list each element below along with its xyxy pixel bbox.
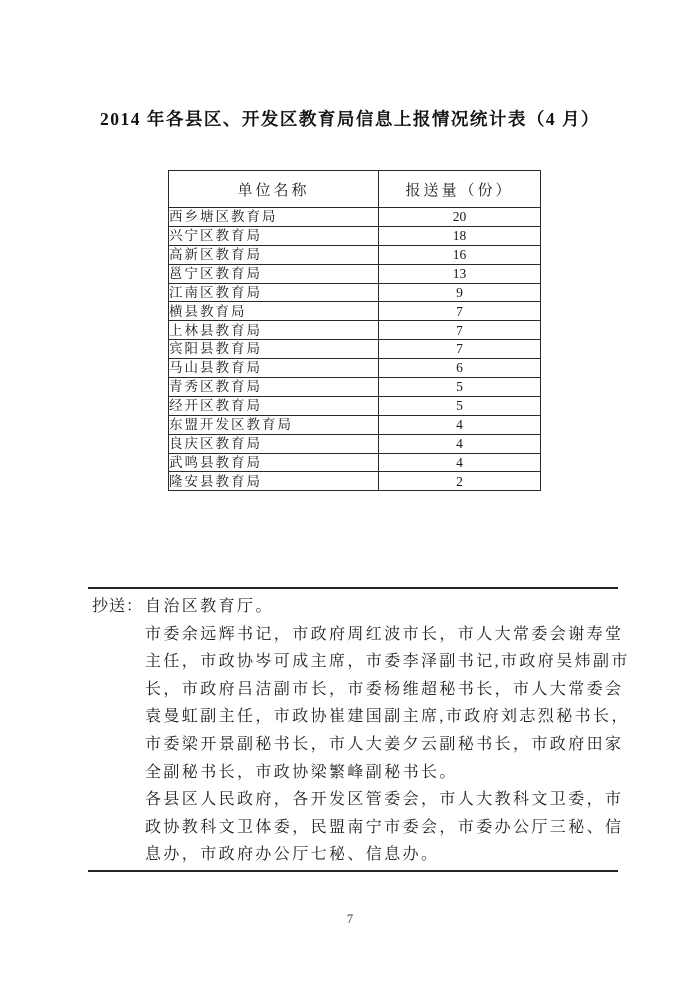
cc-section bbox=[92, 593, 630, 869]
document-title: 2014 年各县区、开发区教育局信息上报情况统计表（4 月） bbox=[100, 109, 600, 129]
cc-line: 全副秘书长，市政协梁繁峰副秘书长。 bbox=[145, 763, 458, 781]
unit-name-cell: 西乡塘区教育局 bbox=[169, 208, 379, 227]
submission-count-cell: 7 bbox=[379, 321, 541, 340]
table-body bbox=[169, 208, 541, 491]
submission-count-cell: 18 bbox=[379, 226, 541, 245]
unit-name-cell: 马山县教育局 bbox=[169, 359, 379, 378]
unit-name-cell: 邕宁区教育局 bbox=[169, 264, 379, 283]
unit-name-cell: 上林县教育局 bbox=[169, 321, 379, 340]
table-row bbox=[169, 434, 541, 453]
cc-body bbox=[145, 593, 630, 869]
submission-count-cell: 4 bbox=[379, 415, 541, 434]
table-row bbox=[169, 264, 541, 283]
unit-name-cell: 隆安县教育局 bbox=[169, 472, 379, 491]
cc-line: 自治区教育厅。 bbox=[145, 598, 274, 615]
unit-name-cell: 宾阳县教育局 bbox=[169, 340, 379, 359]
column-header-submission-count: 报送量（份） bbox=[379, 171, 541, 208]
table-row bbox=[169, 472, 541, 491]
submission-count-cell: 20 bbox=[379, 208, 541, 227]
table-row bbox=[169, 396, 541, 415]
cc-line: 各县区人民政府，各开发区管委会，市人大教科文卫委，市 bbox=[145, 791, 624, 809]
submission-count-cell: 7 bbox=[379, 302, 541, 321]
cc-bottom-divider bbox=[88, 870, 618, 872]
table-row bbox=[169, 340, 541, 359]
table-row bbox=[169, 359, 541, 378]
cc-line: 政协教科文卫体委，民盟南宁市委会，市委办公厅三秘、信 bbox=[145, 818, 624, 836]
unit-name-cell: 江南区教育局 bbox=[169, 283, 379, 302]
submission-count-cell: 2 bbox=[379, 472, 541, 491]
submission-count-cell: 4 bbox=[379, 453, 541, 472]
unit-name-cell: 良庆区教育局 bbox=[169, 434, 379, 453]
cc-line: 袁曼虹副主任，市政协崔建国副主席,市政府刘志烈秘书长， bbox=[145, 708, 630, 726]
unit-name-cell: 青秀区教育局 bbox=[169, 378, 379, 397]
cc-line: 息办，市政府办公厅七秘、信息办。 bbox=[145, 846, 440, 864]
table-row bbox=[169, 453, 541, 472]
submission-count-cell: 4 bbox=[379, 434, 541, 453]
cc-label: 抄送： bbox=[92, 598, 144, 615]
submission-count-cell: 6 bbox=[379, 359, 541, 378]
unit-name-cell: 横县教育局 bbox=[169, 302, 379, 321]
unit-name-cell: 高新区教育局 bbox=[169, 245, 379, 264]
submission-count-cell: 5 bbox=[379, 378, 541, 397]
submission-count-cell: 5 bbox=[379, 396, 541, 415]
page-number: 7 bbox=[346, 912, 354, 926]
submission-count-cell: 16 bbox=[379, 245, 541, 264]
cc-line: 长，市政府吕洁副市长，市委杨维超秘书长，市人大常委会 bbox=[145, 680, 624, 698]
cc-top-divider bbox=[88, 587, 618, 589]
unit-name-cell: 兴宁区教育局 bbox=[169, 226, 379, 245]
table-row bbox=[169, 245, 541, 264]
unit-name-cell: 东盟开发区教育局 bbox=[169, 415, 379, 434]
table-header-row bbox=[169, 171, 541, 208]
cc-line: 市委余远辉书记，市政府周红波市长，市人大常委会谢寿堂 bbox=[145, 625, 624, 643]
submission-count-cell: 13 bbox=[379, 264, 541, 283]
cc-line: 主任，市政协岑可成主席，市委李泽副书记,市政府吴炜副市 bbox=[145, 653, 630, 671]
table-row bbox=[169, 226, 541, 245]
table-row bbox=[169, 302, 541, 321]
submission-count-cell: 9 bbox=[379, 283, 541, 302]
report-stats-table bbox=[168, 170, 541, 491]
table-row bbox=[169, 415, 541, 434]
table-row bbox=[169, 321, 541, 340]
cc-line: 市委梁开景副秘书长，市人大姜夕云副秘书长，市政府田家 bbox=[145, 735, 624, 753]
submission-count-cell: 7 bbox=[379, 340, 541, 359]
table-row bbox=[169, 208, 541, 227]
unit-name-cell: 经开区教育局 bbox=[169, 396, 379, 415]
column-header-unit-name: 单位名称 bbox=[169, 171, 379, 208]
table-row bbox=[169, 283, 541, 302]
unit-name-cell: 武鸣县教育局 bbox=[169, 453, 379, 472]
table-row bbox=[169, 378, 541, 397]
